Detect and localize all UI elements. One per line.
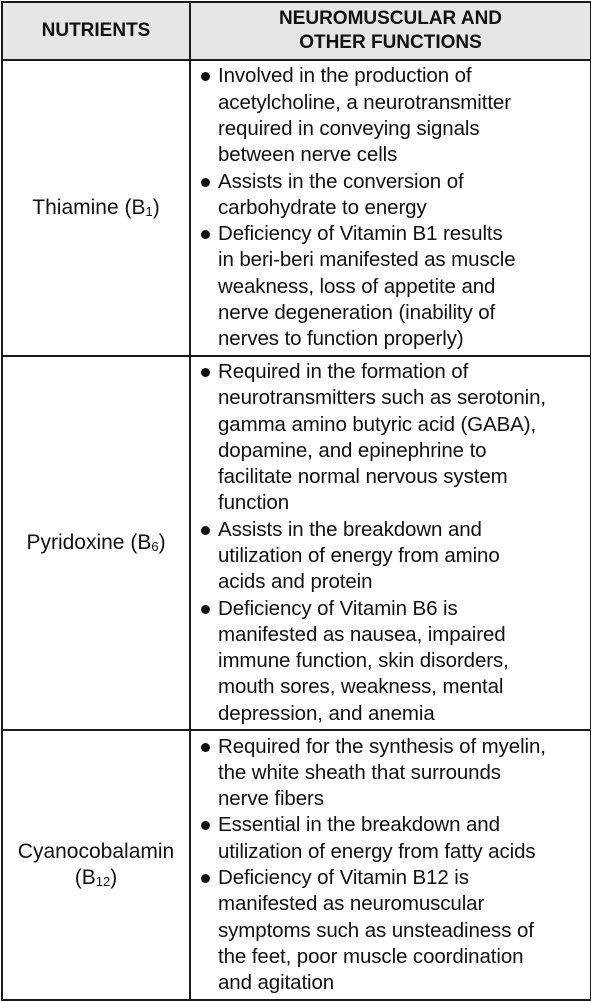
nutrients-functions-table [1, 1, 591, 1001]
function-list [191, 359, 590, 727]
nutrient-cell-cyanocobalamin [2, 730, 190, 1000]
nutrient-cell-pyridoxine [2, 356, 190, 730]
table-row-pyridoxine [2, 356, 591, 730]
list-item: Involved in the production of acetylcholine, a neurotransmitter required in conveying signals between nerve cells [191, 63, 590, 168]
function-list [191, 63, 590, 352]
bullet-icon [201, 72, 210, 81]
function-cell-pyridoxine [190, 356, 591, 730]
nutrient-name: Pyridoxine $(B_6)$ [26, 531, 166, 554]
nutrient-name: Cyanocobalamin [17, 840, 175, 863]
list-item: Essential in the breakdown and utilization of energy from fatty acids [191, 812, 590, 865]
functions-header-line1: NEUROMUSCULAR AND [278, 8, 503, 29]
bullet-icon [201, 874, 210, 883]
list-item: Deficiency of Vitamin B1 results in beri-beri manifested as muscle weakness, loss of appetite and nerve degeneration (inability of nerves to function properly) [191, 221, 590, 352]
list-item: Required in the formation of neurotransmitters such as serotonin, gamma amino butyric acid (GABA), dopamine, and epinephrine to facilitate normal nervous system function [191, 359, 590, 517]
nutrient-code: $(B_{12})$ [74, 866, 118, 889]
header-row [2, 2, 591, 60]
nutrients-column-header [2, 2, 190, 60]
list-item: Required for the synthesis of myelin, the white sheath that surrounds nerve fibers [191, 734, 590, 813]
bullet-icon [201, 605, 210, 614]
bullet-icon [201, 821, 210, 830]
bullet-icon [201, 743, 210, 752]
bullet-icon [201, 178, 210, 187]
table-row-cyanocobalamin [2, 730, 591, 1000]
nutrient-name: Thiamine $(B_1)$ [32, 196, 160, 219]
functions-column-header [190, 2, 591, 60]
nutrient-cell-thiamine [2, 60, 190, 356]
list-item: Assists in the breakdown and utilization of energy from amino acids and protein [191, 517, 590, 596]
nutrients-header-text: NUTRIENTS [41, 20, 151, 41]
list-item: Deficiency of Vitamin B6 is manifested as nausea, impaired immune function, skin disorders, mouth sores, weakness, mental depression, and anemia [191, 596, 590, 727]
function-cell-thiamine [190, 60, 591, 356]
function-list [191, 734, 590, 997]
table-row-thiamine [2, 60, 591, 356]
list-item: Deficiency of Vitamin B12 is manifested as neuromuscular symptoms such as unsteadiness of the feet, poor muscle coordination and agitation [191, 865, 590, 996]
bullet-icon [201, 230, 210, 239]
functions-header-line2: OTHER FUNCTIONS [299, 32, 482, 53]
list-item: Assists in the conversion of carbohydrate to energy [191, 169, 590, 222]
function-cell-cyanocobalamin [190, 730, 591, 1000]
bullet-icon [201, 526, 210, 535]
bullet-icon [201, 368, 210, 377]
